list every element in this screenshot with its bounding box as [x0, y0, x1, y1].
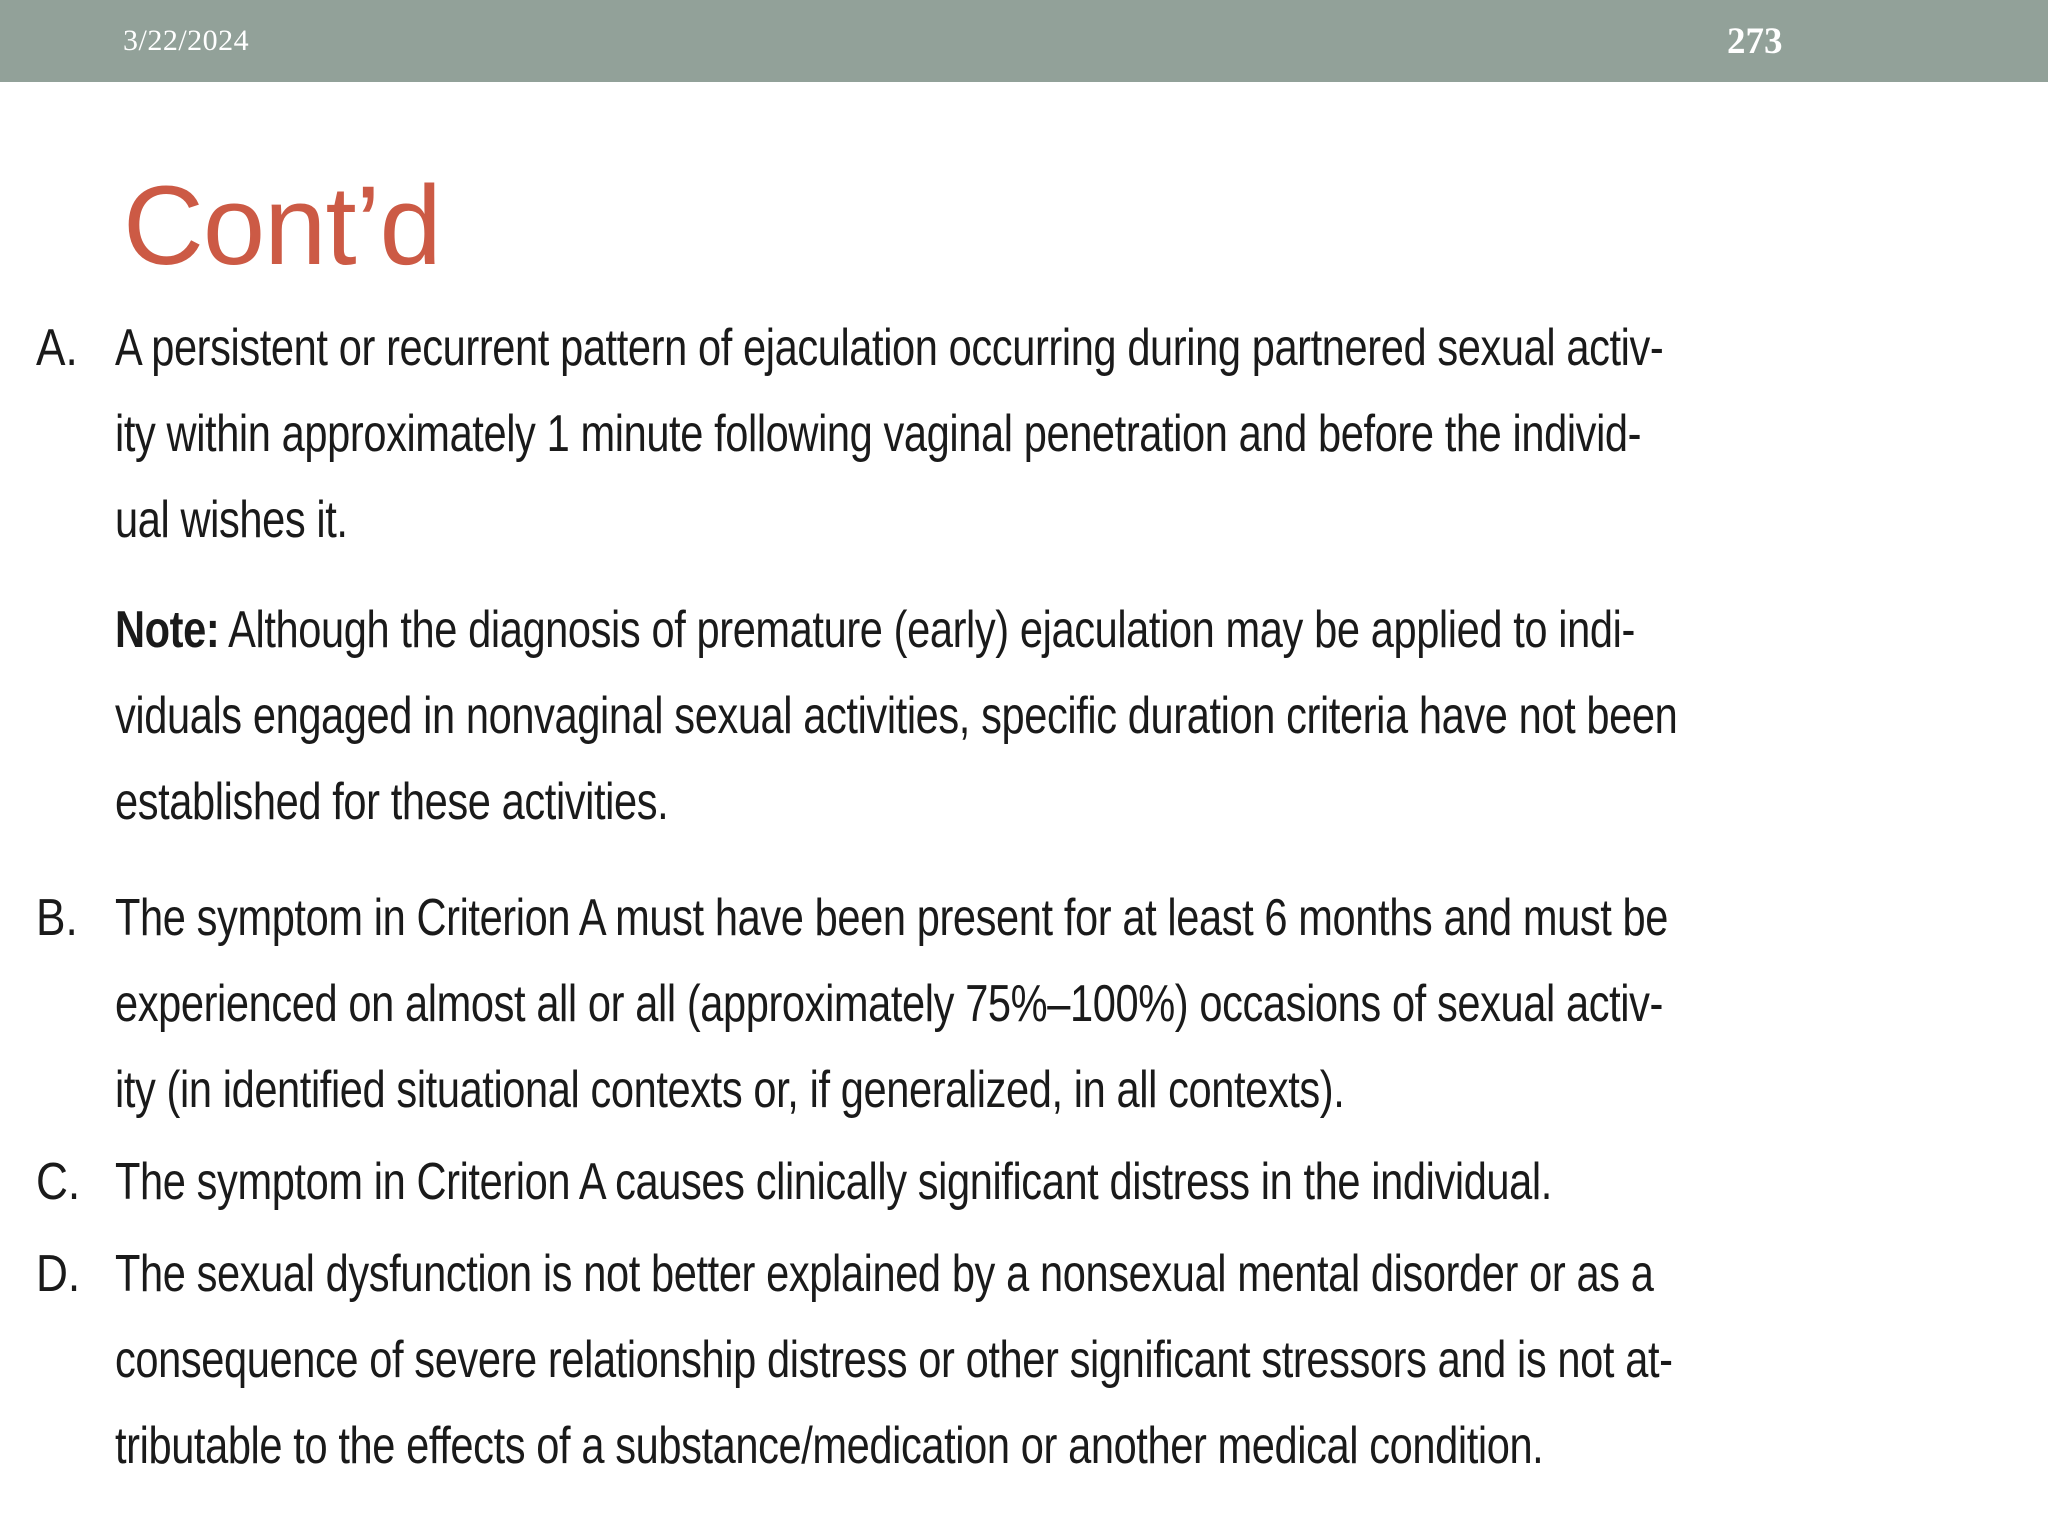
criterion-text-line: The symptom in Criterion A must have been present for at least 6 months and must be	[115, 889, 1669, 947]
criterion-text-line: established for these activities.	[115, 773, 669, 831]
note-label: Note:	[115, 601, 220, 659]
slide-title: Cont’d	[123, 163, 441, 288]
criterion-letter: A.	[36, 319, 78, 377]
criterion-text-line: ity (in identified situational contexts or, if generalized, in all contexts).	[115, 1061, 1345, 1119]
criterion-text-line: tributable to the effects of a substance/medication or another medical condition.	[115, 1417, 1544, 1475]
criterion-text-line: consequence of severe relationship distress or other significant stressors and is not at-	[115, 1331, 1673, 1389]
criterion-text-line: A persistent or recurrent pattern of ejaculation occurring during partnered sexual activ-	[115, 319, 1664, 377]
criterion-letter: C.	[36, 1153, 81, 1211]
criterion-letter: B.	[36, 889, 78, 947]
criterion-text-line: ual wishes it.	[115, 491, 348, 549]
note-first-line	[115, 600, 1635, 660]
criterion-letter: D.	[36, 1245, 81, 1303]
slide-date: 3/22/2024	[123, 24, 250, 57]
criterion-text-line: experienced on almost all or all (approximately 75%–100%) occasions of sexual activ-	[115, 975, 1663, 1033]
criterion-text-line: The symptom in Criterion A causes clinically significant distress in the individual.	[115, 1153, 1552, 1211]
criterion-text-line: viduals engaged in nonvaginal sexual activities, specific duration criteria have not been	[115, 687, 1678, 745]
criterion-text-line: The sexual dysfunction is not better explained by a nonsexual mental disorder or as a	[115, 1245, 1654, 1303]
slide-page-number: 273	[1727, 21, 1783, 62]
criterion-text-line: ity within approximately 1 minute following vaginal penetration and before the individ-	[115, 405, 1642, 463]
note-text: Although the diagnosis of premature (early) ejaculation may be applied to indi-	[219, 601, 1635, 659]
